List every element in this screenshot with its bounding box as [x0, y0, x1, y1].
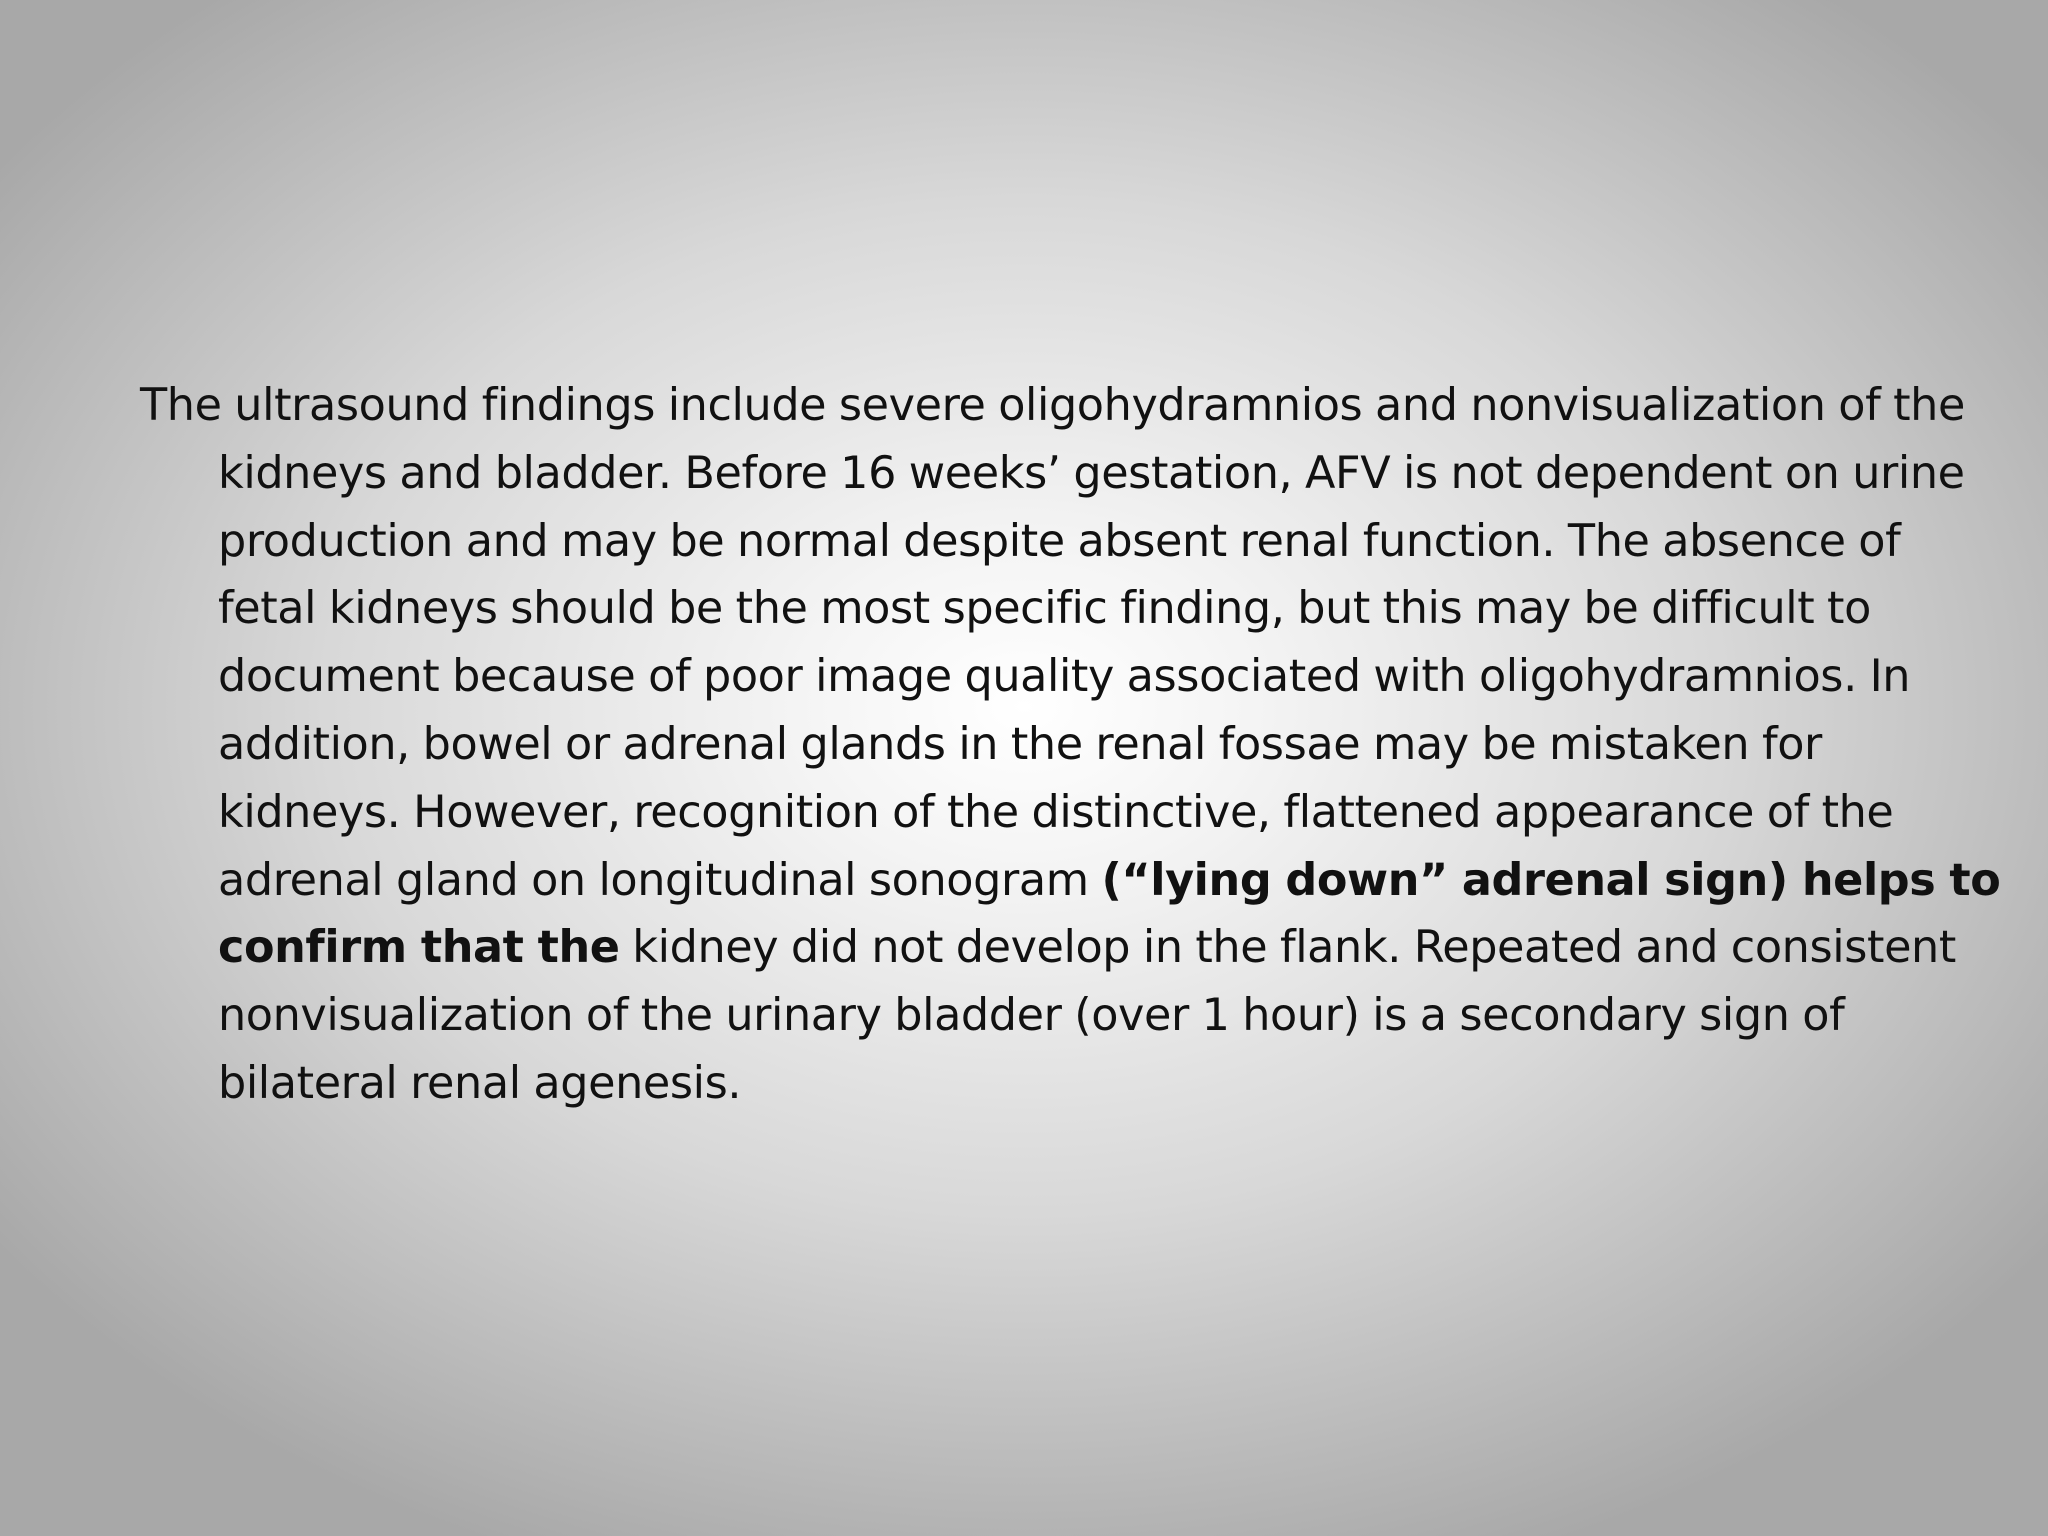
body-paragraph: [140, 372, 2008, 1118]
paragraph-bold-text: (“lying down” adrenal sign) helps to confirm that the: [218, 854, 2001, 974]
paragraph-text-start: The ultrasound findings include severe oligohydramnios and nonvisualization of the kidneys and bladder. Before 16 weeks’ gestation, AFV is not dependent on urine production and may be normal despite absent renal function. The absence of fetal kidneys should be the most specific finding, but this may be difficult to document because of poor image quality associated with oligohydramnios. In addition, bowel or adrenal glands in the renal fossae may be mistaken for kidneys. However, recognition of the distinctive, flattened appearance of the adrenal gland on longitudinal sonogram: [140, 380, 1965, 906]
paragraph-text-end: kidney did not develop in the flank. Repeated and consistent nonvisualization of the urinary bladder (over 1 hour) is a secondary sign of bilateral renal agenesis.: [218, 922, 1956, 1109]
